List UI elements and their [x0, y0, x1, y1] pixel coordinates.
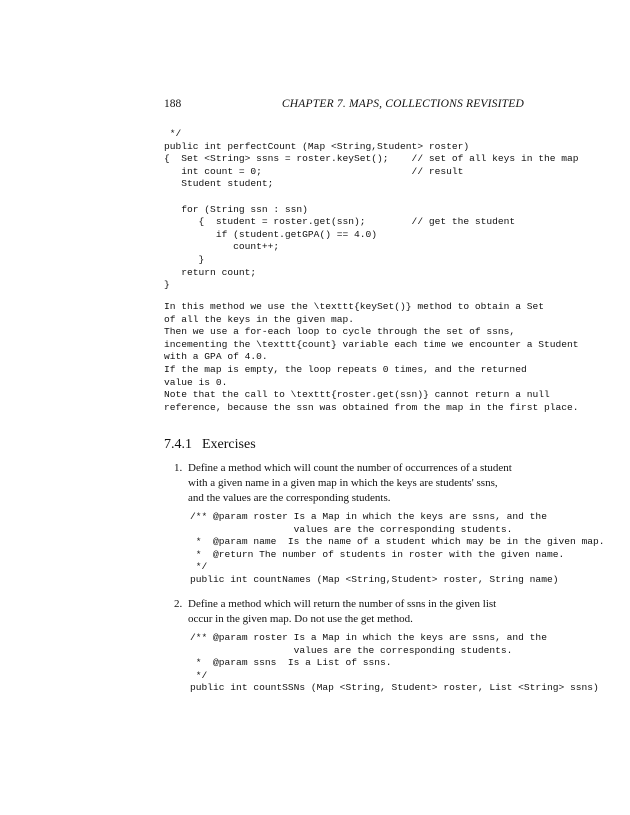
chapter-title: CHAPTER 7. MAPS, COLLECTIONS REVISITED: [281, 98, 524, 110]
code-line: count++;: [164, 241, 280, 253]
code-line: { Set <String> ssns = roster.keySet(); // set of all keys in the map: [164, 153, 579, 165]
code-line: values are the corresponding students.: [190, 523, 513, 535]
exercise-text-line: occur in the given map. Do not use the get method.: [188, 613, 413, 625]
paragraph-line: incementing the \texttt{count} variable each time we encounter a Student: [164, 338, 579, 350]
code-line: Student student;: [164, 178, 274, 190]
paragraph-line: reference, because the ssn was obtained from the map in the first place.: [164, 401, 579, 413]
code-line: /** @param roster Is a Map in which the keys are ssns, and the: [190, 632, 547, 643]
code-line: * @return The number of students in roster with the given name.: [190, 548, 565, 560]
code-line: return count;: [164, 266, 257, 278]
code-line: */: [190, 561, 208, 573]
code-line: */: [164, 128, 182, 139]
code-line: * @param ssns Is a List of ssns.: [190, 657, 392, 669]
code-line: if (student.getGPA() == 4.0): [164, 228, 378, 240]
code-line: for (String ssn : ssn): [164, 203, 308, 215]
paragraph-line: Note that the call to \texttt{roster.get(ssn)} cannot return a null: [164, 389, 550, 401]
code-line: { student = roster.get(ssn); // get the student: [164, 216, 516, 228]
paragraph-line: of all the keys in the given map.: [164, 313, 354, 325]
paragraph-line: Then we use a for-each loop to cycle through the set of ssns,: [164, 326, 516, 338]
exercise-1-text: [188, 461, 548, 506]
page-header: [164, 98, 524, 114]
code-line: [164, 191, 579, 204]
exercise-text-line: Define a method which will return the number of ssns in the given list: [188, 598, 497, 610]
code-line: */: [190, 669, 208, 681]
exercise-2-text: [188, 597, 548, 627]
paragraph-line: value is 0.: [164, 376, 228, 388]
exercise-text-line: Define a method which will count the number of occurrences of a student: [188, 462, 512, 474]
exercise-2-number: 2.: [174, 598, 183, 610]
code-listing-perfect-count: [164, 128, 579, 292]
code-line: int count = 0; // result: [164, 165, 464, 177]
section-number: 7.4.1: [164, 437, 192, 452]
page-number: 188: [164, 98, 182, 110]
exercise-2-code: [190, 632, 599, 695]
exercise-1-number: 1.: [174, 462, 183, 474]
section-heading: [164, 437, 256, 453]
code-line: public int countSSNs (Map <String, Student> roster, List <String> ssns): [190, 682, 599, 694]
code-line: public int perfectCount (Map <String,Student> roster): [164, 140, 470, 152]
paragraph-line: If the map is empty, the loop repeats 0 times, and the returned: [164, 363, 527, 375]
code-line: values are the corresponding students.: [190, 644, 513, 656]
code-line: }: [164, 279, 170, 291]
paragraph-line: with a GPA of 4.0.: [164, 351, 268, 363]
section-title-text: Exercises: [202, 437, 256, 452]
exercise-1-code: [190, 511, 605, 587]
exercise-text-line: and the values are the corresponding students.: [188, 492, 391, 504]
code-line: public int countNames (Map <String,Student> roster, String name): [190, 573, 559, 585]
paragraph-line: In this method we use the \texttt{keySet()} method to obtain a Set: [164, 301, 544, 312]
exercise-text-line: with a given name in a given map in which the keys are students' ssns,: [188, 477, 498, 489]
explanation-paragraph: [164, 301, 579, 414]
code-line: * @param name Is the name of a student which may be in the given map.: [190, 536, 605, 548]
code-line: /** @param roster Is a Map in which the keys are ssns, and the: [190, 511, 547, 522]
code-line: }: [164, 253, 205, 265]
